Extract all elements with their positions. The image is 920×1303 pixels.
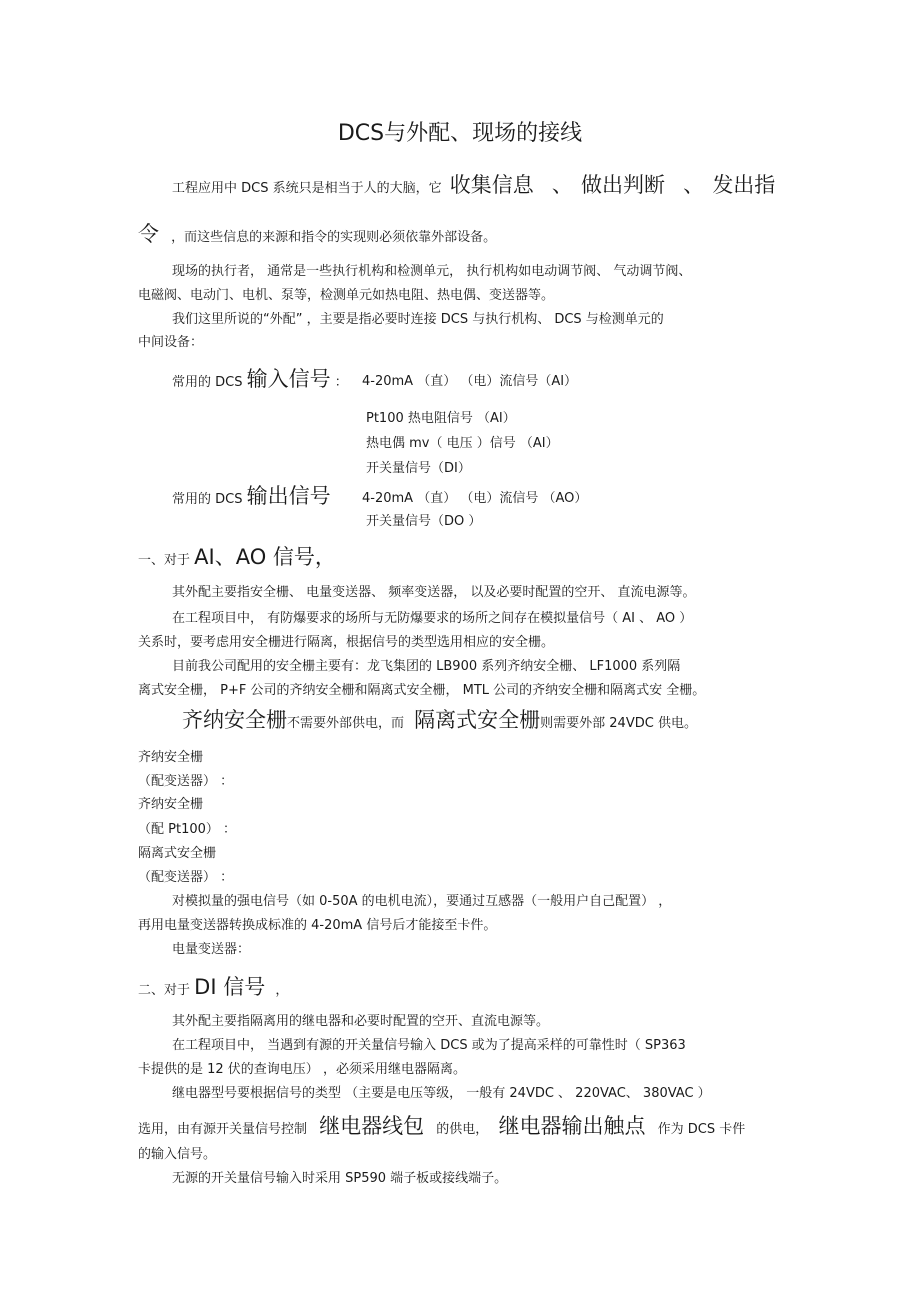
intro-emph-order: 令 <box>138 222 159 246</box>
paragraph-line: 关系时，要考虑用安全栅进行隔离，根据信号的类型选用相应的安全栅。 <box>138 635 555 650</box>
input-signal-item: 4-20mA （直） （电）流信号（AI） <box>362 374 578 389</box>
relay-line <box>138 1114 746 1138</box>
input-signals-heading <box>172 367 348 391</box>
paragraph-line: 再用电量变送器转换成标准的 4-20mA 信号后才能接至卡件。 <box>138 918 497 933</box>
section-2-tail: ， <box>275 983 289 998</box>
relay-contact-emph: 继电器输出触点 <box>498 1114 646 1138</box>
barrier-text: 不需要外部供电，而 <box>287 716 405 731</box>
barrier-text: 则需要外部 24VDC 供电。 <box>540 716 697 731</box>
section-2-heading <box>138 975 289 999</box>
paragraph-line: 在工程项目中， 有防爆要求的场所与无防爆要求的场所之间存在模拟量信号（ AI 、 AO ） <box>172 611 693 626</box>
zener-barrier-emph: 齐纳安全栅 <box>182 708 287 732</box>
relay-text: 选用，由有源开关量信号控制 <box>138 1122 308 1137</box>
paragraph-line: 其外配主要指隔离用的继电器和必要时配置的空开、直流电源等。 <box>172 1014 550 1029</box>
barrier-power-line <box>182 708 697 732</box>
paragraph-line: 对模拟量的强电信号（如 0-50A 的电机电流），要通过互感器（一般用户自己配置） ， <box>172 894 672 909</box>
input-signal-item: 开关量信号（DI） <box>366 461 471 476</box>
output-signals-heading <box>172 484 331 508</box>
barrier-item: 齐纳安全栅 <box>138 797 204 812</box>
isolated-barrier-emph: 隔离式安全栅 <box>414 708 541 732</box>
page-title: DCS与外配、现场的接线 <box>337 121 583 146</box>
paragraph-line: 继电器型号要根据信号的类型 （主要是电压等级， 一般有 24VDC 、 220VAC、 380VAC ） <box>172 1086 711 1101</box>
intro-emph-command: 发出指 <box>712 173 776 197</box>
intro-line-1 <box>172 173 776 197</box>
relay-coil-emph: 继电器线包 <box>319 1114 425 1138</box>
section-1-heading <box>138 545 336 569</box>
paragraph-line: 其外配主要指安全栅、 电量变送器、 频率变送器， 以及必要时配置的空开、 直流电源等。 <box>172 585 696 600</box>
section-2-title: DI 信号 <box>194 975 266 999</box>
output-signal-item: 开关量信号（DO ） <box>366 514 482 529</box>
output-prefix: 常用的 DCS <box>172 492 243 507</box>
paragraph-line: 电磁阀、电动门、电机、泵等，检测单元如热电阻、热电偶、变送器等。 <box>138 288 555 303</box>
input-colon: ： <box>334 375 348 390</box>
paragraph-line: 在工程项目中， 当遇到有源的开关量信号输入 DCS 或为了提高采样的可靠性时（ SP363 <box>172 1038 686 1053</box>
output-signals-label: 输出信号 <box>246 484 331 508</box>
barrier-item-note: （配变送器） ： <box>138 870 234 885</box>
paragraph-line: 电量变送器： <box>172 942 251 957</box>
barrier-item-note: （配 Pt100） ： <box>138 822 237 837</box>
section-1-title: AI、AO 信号， <box>194 545 336 569</box>
paragraph-line: 现场的执行者， 通常是一些执行机构和检测单元， 执行机构如电动调节阀、 气动调节阀、 <box>172 264 692 279</box>
relay-text: 的供电， <box>436 1122 489 1137</box>
paragraph-line: 卡提供的是 12 伏的查询电压） ，必须采用继电器隔离。 <box>138 1062 466 1077</box>
paragraph-line: 我们这里所说的“外配” ，主要是指必要时连接 DCS 与执行机构、 DCS 与检测单元的 <box>172 312 664 327</box>
barrier-item-note: （配变送器） ： <box>138 774 234 789</box>
intro-sep: 、 <box>551 173 573 197</box>
intro-emph-collect: 收集信息 <box>449 173 534 197</box>
intro-sep: 、 <box>683 173 705 197</box>
section-2-prefix: 二、对于 <box>138 983 191 998</box>
intro-emph-judge: 做出判断 <box>581 173 666 197</box>
paragraph-line: 目前我公司配用的安全栅主要有：龙飞集团的 LB900 系列齐纳安全栅、 LF1000 系列隔 <box>172 659 681 674</box>
intro-text: ，而这些信息的来源和指令的实现则必须依靠外部设备。 <box>171 230 497 245</box>
intro-line-2 <box>138 222 497 246</box>
input-signal-item: 热电偶 mv（ 电压 ）信号 （AI） <box>366 436 559 451</box>
paragraph-line: 中间设备： <box>138 335 204 350</box>
barrier-item: 齐纳安全栅 <box>138 750 204 765</box>
output-signal-item: 4-20mA （直） （电）流信号 （AO） <box>362 491 588 506</box>
paragraph-line: 离式安全栅， P+F 公司的齐纳安全栅和隔离式安全栅， MTL 公司的齐纳安全栅和隔离式安 全栅。 <box>138 683 706 698</box>
barrier-item: 隔离式安全栅 <box>138 846 217 861</box>
relay-text: 作为 DCS 卡件 <box>657 1122 746 1137</box>
input-prefix: 常用的 DCS <box>172 375 243 390</box>
input-signal-item: Pt100 热电阻信号 （AI） <box>366 411 516 426</box>
intro-text: 工程应用中 DCS 系统只是相当于人的大脑，它 <box>172 181 442 196</box>
paragraph-line: 的输入信号。 <box>138 1147 217 1162</box>
section-1-prefix: 一、对于 <box>138 553 191 568</box>
paragraph-line: 无源的开关量信号输入时采用 SP590 端子板或接线端子。 <box>172 1171 508 1186</box>
input-signals-label: 输入信号 <box>246 367 331 391</box>
